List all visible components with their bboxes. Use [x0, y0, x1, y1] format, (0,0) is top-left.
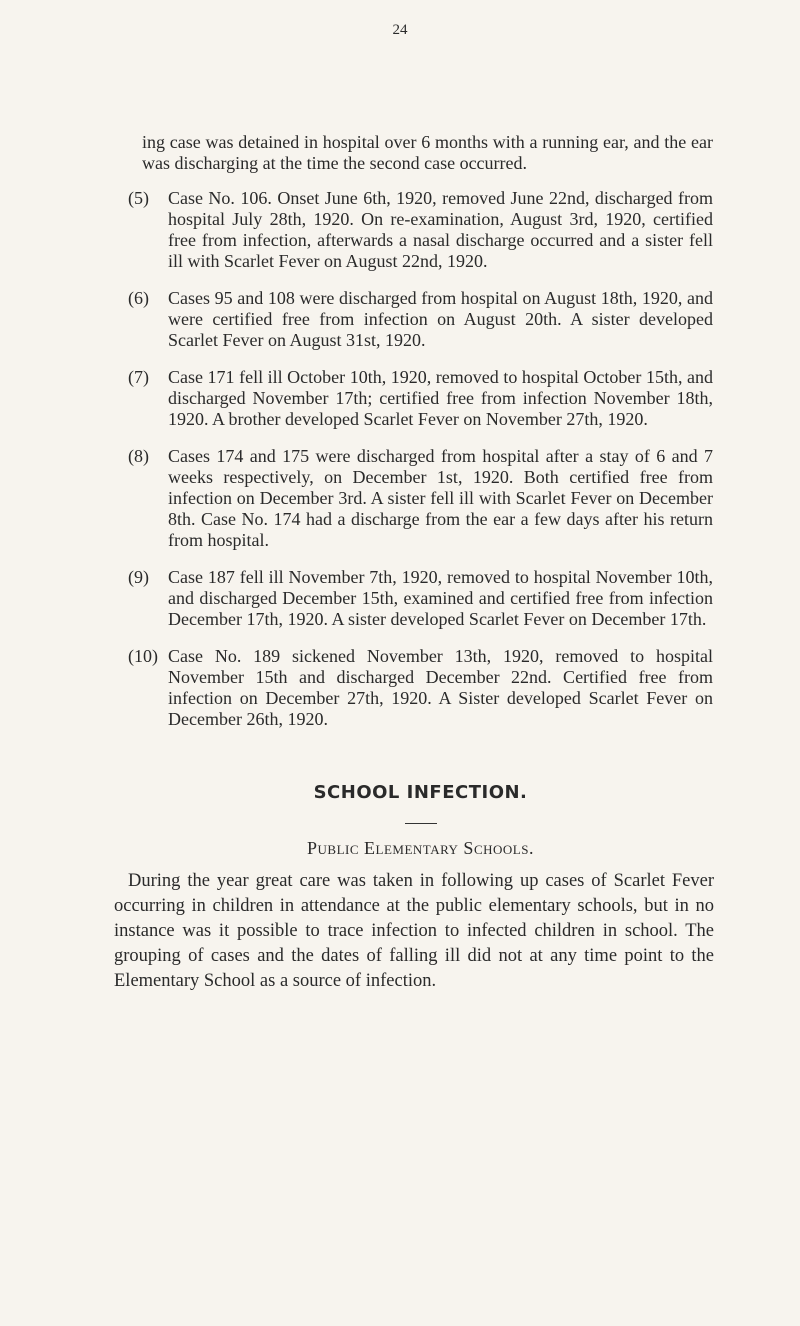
item-text: Cases 95 and 108 were discharged from hospital on August 18th, 1920, and were certified free from infection on August 20th. A sister developed Scarlet Fever on August 31st, 1920. [168, 288, 713, 350]
list-item [128, 367, 713, 430]
list-item [128, 567, 713, 630]
item-number: (8) [128, 446, 149, 466]
section-subheading: Public Elementary Schools. [307, 838, 534, 858]
item-text: Case No. 106. Onset June 6th, 1920, removed June 22nd, discharged from hospital July 28th, 1920. On re-examination, August 3rd, 1920, certified free from infection, afterwards a nasal discharge occurred and a sister fell ill with Scarlet Fever on August 22nd, 1920. [168, 188, 713, 271]
list-item [128, 646, 713, 730]
divider [405, 823, 437, 824]
item-number: (6) [128, 288, 149, 308]
item-number: (7) [128, 367, 149, 387]
item-number: (10) [128, 646, 158, 666]
item-number: (9) [128, 567, 149, 587]
item-text: Case No. 189 sickened November 13th, 1920, removed to hospital November 15th and discharged December 22nd. Certified free from infection on December 27th, 1920. A Sister developed Scarlet Fever on December 26th, 1920. [168, 646, 713, 729]
list-item [128, 288, 713, 351]
section-heading: SCHOOL INFECTION. [313, 782, 528, 803]
section-paragraph: During the year great care was taken in following up cases of Scarlet Fever occurring in children in attendance at the public elementary schools, but in no instance was it possible to trace infection to infected children in school. The grouping of cases and the dates of falling ill did not at any time point to the Elementary School as a source of infection. [114, 871, 714, 991]
item-text: Cases 174 and 175 were discharged from hospital after a stay of 6 and 7 weeks respectively, on December 1st, 1920. Both certified free from infection on December 3rd. A sister fell ill with Scarlet Fever on December 8th. Case No. 174 had a discharge from the ear a few days after his return from hospital. [168, 446, 713, 550]
item-number: (5) [128, 188, 149, 208]
list-item [128, 446, 713, 551]
list-item [128, 188, 713, 272]
item-text: Case 171 fell ill October 10th, 1920, removed to hospital October 15th, and discharged November 17th; certified free from infection November 18th, 1920. A brother developed Scarlet Fever on November 27th, 1920. [168, 367, 713, 429]
continuation-paragraph: ing case was detained in hospital over 6 months with a running ear, and the ear was discharging at the time the second case occurred. [142, 132, 713, 173]
page-number: 24 [392, 22, 408, 38]
item-text: Case 187 fell ill November 7th, 1920, removed to hospital November 10th, and discharged December 15th, examined and certified free from infection December 17th, 1920. A sister developed Scarlet Fever on December 17th. [168, 567, 713, 629]
document-body [114, 132, 714, 1013]
